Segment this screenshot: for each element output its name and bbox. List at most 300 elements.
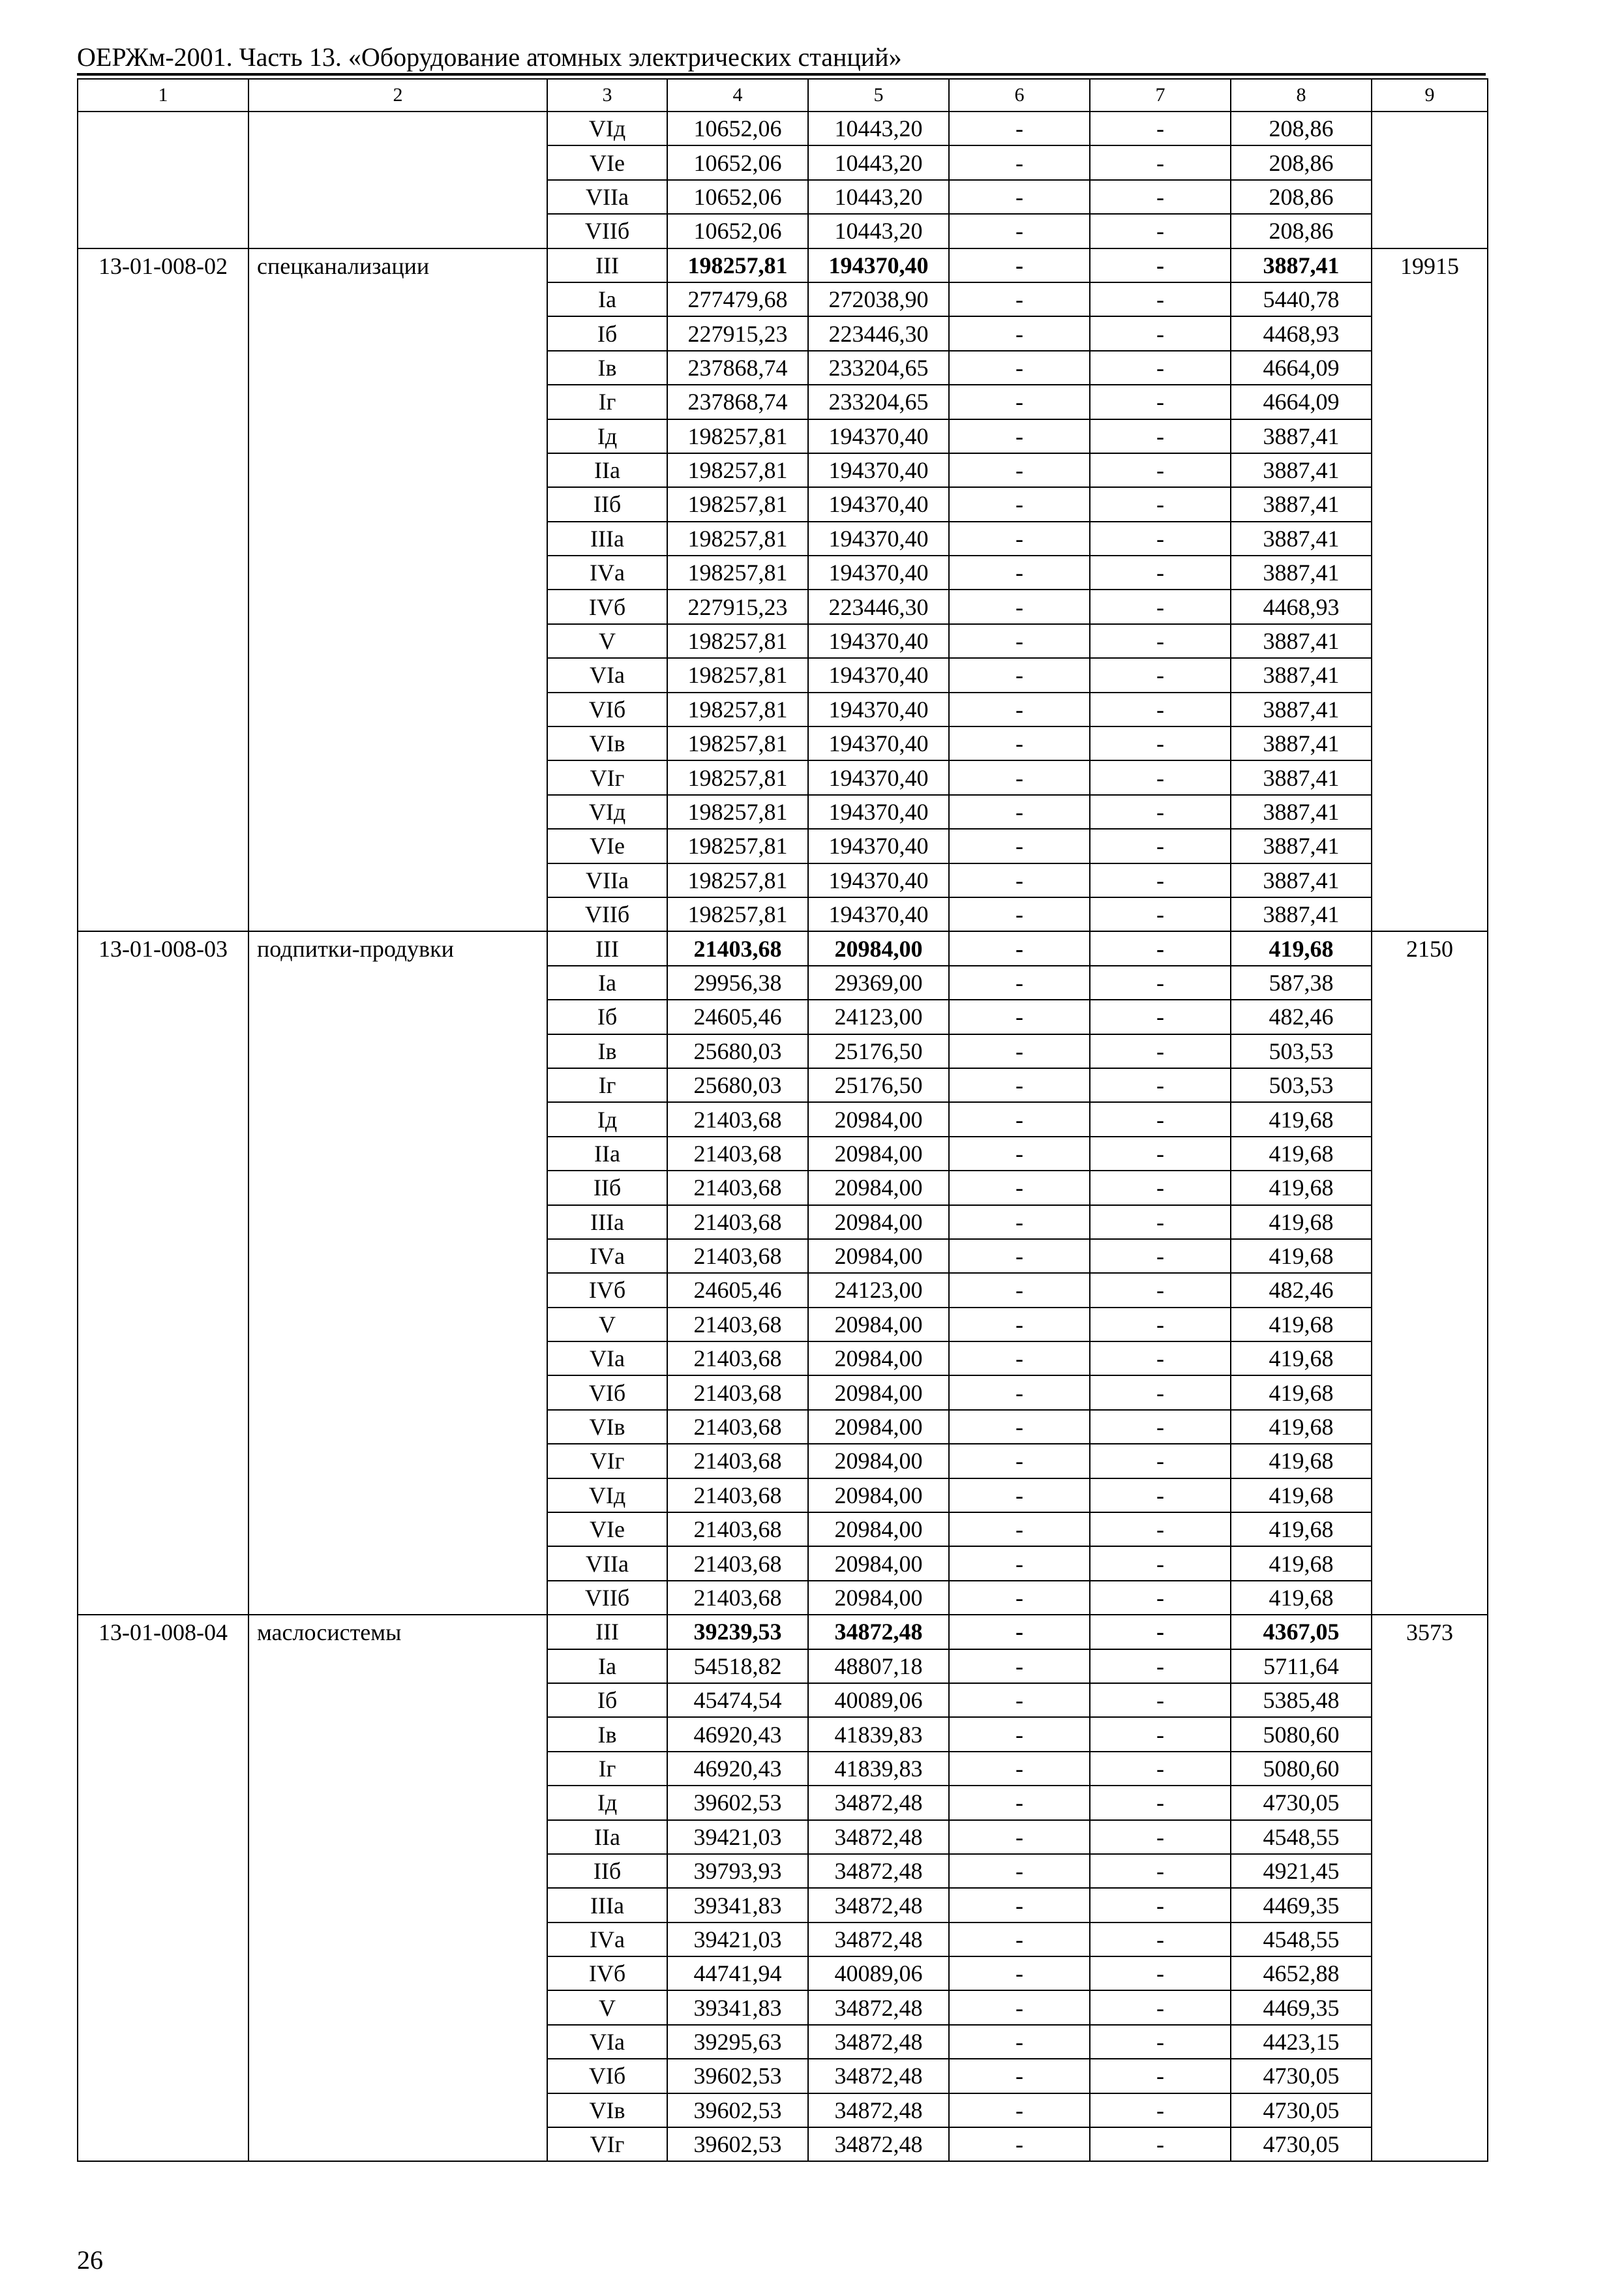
value-cell: 20984,00	[808, 1410, 949, 1444]
value-cell: -	[949, 1034, 1090, 1068]
value-cell: -	[1090, 1786, 1231, 1819]
value-cell: 34872,48	[808, 2025, 949, 2059]
value-cell: -	[1090, 351, 1231, 385]
value-cell: 39421,03	[667, 1820, 808, 1854]
value-cell: 194370,40	[808, 248, 949, 282]
value-cell: -	[1090, 1820, 1231, 1854]
value-cell: -	[949, 1137, 1090, 1171]
value-cell: 194370,40	[808, 829, 949, 863]
value-cell: 198257,81	[667, 795, 808, 829]
value-cell: -	[1090, 1034, 1231, 1068]
zone-cell: IVб	[547, 1956, 667, 1990]
value-cell: 4423,15	[1231, 2025, 1372, 2059]
value-cell: -	[1090, 1171, 1231, 1204]
value-cell: 419,68	[1231, 1546, 1372, 1580]
value-cell: -	[949, 214, 1090, 248]
column-9-cell: 19915	[1372, 248, 1488, 932]
value-cell: -	[1090, 726, 1231, 760]
zone-cell: Iд	[547, 419, 667, 453]
zone-cell: IIб	[547, 1854, 667, 1888]
value-cell: -	[949, 1273, 1090, 1307]
value-cell: 39421,03	[667, 1922, 808, 1956]
value-cell: -	[949, 282, 1090, 316]
value-cell: 34872,48	[808, 1615, 949, 1649]
zone-cell: Iг	[547, 1068, 667, 1102]
column-9-cell: 3573	[1372, 1615, 1488, 2161]
value-cell: 194370,40	[808, 453, 949, 487]
column-number: 7	[1090, 79, 1231, 112]
value-cell: -	[1090, 760, 1231, 794]
value-cell: 4921,45	[1231, 1854, 1372, 1888]
value-cell: 39239,53	[667, 1615, 808, 1649]
value-cell: 198257,81	[667, 556, 808, 590]
value-cell: 227915,23	[667, 316, 808, 350]
value-cell: -	[949, 1308, 1090, 1341]
value-cell: -	[949, 1512, 1090, 1546]
value-cell: 21403,68	[667, 1478, 808, 1512]
value-cell: 3887,41	[1231, 419, 1372, 453]
zone-cell: IIб	[547, 487, 667, 521]
value-cell: -	[1090, 1137, 1231, 1171]
value-cell: -	[1090, 966, 1231, 1000]
value-cell: 198257,81	[667, 829, 808, 863]
value-cell: 227915,23	[667, 590, 808, 623]
value-cell: -	[949, 658, 1090, 692]
value-cell: 4548,55	[1231, 1922, 1372, 1956]
value-cell: 20984,00	[808, 1512, 949, 1546]
value-cell: 21403,68	[667, 1102, 808, 1136]
value-cell: 208,86	[1231, 112, 1372, 145]
value-cell: 20984,00	[808, 1375, 949, 1409]
zone-cell: IIIа	[547, 1888, 667, 1922]
value-cell: 194370,40	[808, 624, 949, 658]
value-cell: -	[1090, 2059, 1231, 2093]
value-cell: -	[949, 248, 1090, 282]
value-cell: 419,68	[1231, 1171, 1372, 1204]
zone-cell: Iа	[547, 966, 667, 1000]
column-number: 4	[667, 79, 808, 112]
name-cell	[248, 112, 547, 248]
zone-cell: VIIа	[547, 863, 667, 897]
value-cell: 419,68	[1231, 1102, 1372, 1136]
value-cell: 3887,41	[1231, 726, 1372, 760]
value-cell: -	[1090, 795, 1231, 829]
value-cell: -	[949, 1546, 1090, 1580]
value-cell: 223446,30	[808, 590, 949, 623]
value-cell: 10652,06	[667, 180, 808, 214]
value-cell: 20984,00	[808, 1171, 949, 1204]
zone-cell: Iб	[547, 1683, 667, 1717]
value-cell: 20984,00	[808, 1239, 949, 1273]
value-cell: -	[949, 966, 1090, 1000]
value-cell: 3887,41	[1231, 522, 1372, 556]
value-cell: 21403,68	[667, 1581, 808, 1615]
zone-cell: IIа	[547, 453, 667, 487]
value-cell: 3887,41	[1231, 795, 1372, 829]
value-cell: 482,46	[1231, 1273, 1372, 1307]
zone-cell: V	[547, 624, 667, 658]
zone-cell: V	[547, 1990, 667, 2024]
zone-cell: VIб	[547, 2059, 667, 2093]
zone-cell: VIа	[547, 1341, 667, 1375]
value-cell: -	[1090, 1410, 1231, 1444]
zone-cell: Iд	[547, 1786, 667, 1819]
value-cell: 20984,00	[808, 1444, 949, 1478]
value-cell: 24605,46	[667, 1273, 808, 1307]
value-cell: 39602,53	[667, 2127, 808, 2161]
price-table	[77, 78, 1488, 2162]
value-cell: 198257,81	[667, 760, 808, 794]
value-cell: -	[1090, 1956, 1231, 1990]
value-cell: 208,86	[1231, 180, 1372, 214]
value-cell: -	[949, 2025, 1090, 2059]
value-cell: -	[1090, 1273, 1231, 1307]
value-cell: 10652,06	[667, 214, 808, 248]
value-cell: 194370,40	[808, 556, 949, 590]
value-cell: -	[1090, 1922, 1231, 1956]
value-cell: -	[949, 829, 1090, 863]
value-cell: 20984,00	[808, 1308, 949, 1341]
value-cell: -	[1090, 1444, 1231, 1478]
value-cell: 21403,68	[667, 1205, 808, 1239]
value-cell: 5385,48	[1231, 1683, 1372, 1717]
value-cell: 4469,35	[1231, 1990, 1372, 2024]
value-cell: -	[949, 2127, 1090, 2161]
value-cell: 46920,43	[667, 1717, 808, 1751]
page-header: ОЕРЖм-2001. Часть 13. «Оборудование атомных электрических станций»	[77, 42, 902, 72]
value-cell: -	[949, 351, 1090, 385]
code-cell: 13-01-008-02	[78, 248, 248, 932]
value-cell: 40089,06	[808, 1956, 949, 1990]
zone-cell: IVа	[547, 1922, 667, 1956]
value-cell: -	[949, 897, 1090, 931]
value-cell: -	[949, 2093, 1090, 2127]
value-cell: 194370,40	[808, 487, 949, 521]
value-cell: 39793,93	[667, 1854, 808, 1888]
value-cell: 39602,53	[667, 2093, 808, 2127]
value-cell: -	[1090, 1581, 1231, 1615]
value-cell: -	[949, 1581, 1090, 1615]
value-cell: 21403,68	[667, 1308, 808, 1341]
name-cell: маслосистемы	[248, 1615, 547, 2161]
value-cell: -	[949, 863, 1090, 897]
value-cell: -	[1090, 248, 1231, 282]
value-cell: 587,38	[1231, 966, 1372, 1000]
value-cell: 3887,41	[1231, 693, 1372, 726]
value-cell: -	[949, 419, 1090, 453]
zone-cell: Iа	[547, 1649, 667, 1683]
value-cell: -	[1090, 180, 1231, 214]
value-cell: 40089,06	[808, 1683, 949, 1717]
value-cell: 20984,00	[808, 931, 949, 965]
value-cell: -	[949, 1922, 1090, 1956]
value-cell: -	[1090, 693, 1231, 726]
value-cell: 198257,81	[667, 897, 808, 931]
value-cell: -	[1090, 2025, 1231, 2059]
zone-cell: VIIб	[547, 897, 667, 931]
value-cell: 46920,43	[667, 1752, 808, 1786]
column-number: 9	[1372, 79, 1488, 112]
value-cell: 3887,41	[1231, 829, 1372, 863]
value-cell: -	[949, 693, 1090, 726]
value-cell: 5711,64	[1231, 1649, 1372, 1683]
value-cell: -	[1090, 1308, 1231, 1341]
value-cell: 34872,48	[808, 1786, 949, 1819]
value-cell: 24123,00	[808, 1000, 949, 1034]
value-cell: 29956,38	[667, 966, 808, 1000]
value-cell: -	[949, 590, 1090, 623]
zone-cell: IVб	[547, 590, 667, 623]
value-cell: -	[1090, 1000, 1231, 1034]
zone-cell: VIIа	[547, 180, 667, 214]
zone-cell: VIг	[547, 1444, 667, 1478]
value-cell: 208,86	[1231, 214, 1372, 248]
zone-cell: VIв	[547, 1410, 667, 1444]
zone-cell: VIв	[547, 726, 667, 760]
value-cell: 419,68	[1231, 1512, 1372, 1546]
zone-cell: III	[547, 1615, 667, 1649]
value-cell: 198257,81	[667, 419, 808, 453]
value-cell: -	[949, 1683, 1090, 1717]
value-cell: 419,68	[1231, 1308, 1372, 1341]
value-cell: -	[949, 1102, 1090, 1136]
value-cell: 48807,18	[808, 1649, 949, 1683]
value-cell: -	[1090, 453, 1231, 487]
zone-cell: Iв	[547, 1717, 667, 1751]
table-row	[78, 1615, 1488, 1649]
zone-cell: VIе	[547, 829, 667, 863]
value-cell: 20984,00	[808, 1137, 949, 1171]
value-cell: 34872,48	[808, 2127, 949, 2161]
zone-cell: VIе	[547, 145, 667, 179]
value-cell: 237868,74	[667, 351, 808, 385]
value-cell: -	[1090, 112, 1231, 145]
value-cell: -	[1090, 1752, 1231, 1786]
column-number: 2	[248, 79, 547, 112]
value-cell: -	[1090, 419, 1231, 453]
value-cell: -	[949, 145, 1090, 179]
value-cell: 194370,40	[808, 863, 949, 897]
zone-cell: VIб	[547, 693, 667, 726]
value-cell: 45474,54	[667, 1683, 808, 1717]
value-cell: 34872,48	[808, 2059, 949, 2093]
value-cell: -	[1090, 1102, 1231, 1136]
header-rule	[77, 73, 1486, 76]
value-cell: 419,68	[1231, 931, 1372, 965]
value-cell: -	[949, 1205, 1090, 1239]
value-cell: 21403,68	[667, 1546, 808, 1580]
zone-cell: Iг	[547, 1752, 667, 1786]
value-cell: -	[949, 1990, 1090, 2024]
zone-cell: VIе	[547, 1512, 667, 1546]
zone-cell: Iб	[547, 1000, 667, 1034]
value-cell: 21403,68	[667, 1512, 808, 1546]
column-number: 8	[1231, 79, 1372, 112]
value-cell: -	[1090, 522, 1231, 556]
value-cell: 34872,48	[808, 1854, 949, 1888]
value-cell: 4468,93	[1231, 316, 1372, 350]
value-cell: -	[1090, 1375, 1231, 1409]
value-cell: 39602,53	[667, 2059, 808, 2093]
value-cell: 198257,81	[667, 693, 808, 726]
zone-cell: V	[547, 1308, 667, 1341]
value-cell: 272038,90	[808, 282, 949, 316]
column-9-cell: 2150	[1372, 931, 1488, 1615]
zone-cell: VIг	[547, 760, 667, 794]
value-cell: 419,68	[1231, 1478, 1372, 1512]
zone-cell: VIIб	[547, 1581, 667, 1615]
value-cell: -	[1090, 1478, 1231, 1512]
value-cell: 25176,50	[808, 1034, 949, 1068]
zone-cell: VIIа	[547, 1546, 667, 1580]
value-cell: 4469,35	[1231, 1888, 1372, 1922]
zone-cell: Iв	[547, 1034, 667, 1068]
value-cell: 419,68	[1231, 1410, 1372, 1444]
value-cell: -	[949, 1000, 1090, 1034]
value-cell: 39341,83	[667, 1888, 808, 1922]
column-number: 1	[78, 79, 248, 112]
value-cell: 25680,03	[667, 1034, 808, 1068]
value-cell: -	[1090, 590, 1231, 623]
value-cell: 3887,41	[1231, 863, 1372, 897]
value-cell: 198257,81	[667, 248, 808, 282]
value-cell: -	[949, 316, 1090, 350]
value-cell: -	[949, 1615, 1090, 1649]
zone-cell: Iа	[547, 282, 667, 316]
value-cell: -	[949, 795, 1090, 829]
value-cell: 21403,68	[667, 931, 808, 965]
zone-cell: IIб	[547, 1171, 667, 1204]
name-cell: спецканализации	[248, 248, 547, 932]
value-cell: -	[1090, 1239, 1231, 1273]
value-cell: 10443,20	[808, 180, 949, 214]
value-cell: -	[949, 624, 1090, 658]
value-cell: 194370,40	[808, 693, 949, 726]
zone-cell: VIг	[547, 2127, 667, 2161]
value-cell: 5080,60	[1231, 1752, 1372, 1786]
value-cell: 41839,83	[808, 1717, 949, 1751]
value-cell: -	[949, 385, 1090, 419]
value-cell: 3887,41	[1231, 556, 1372, 590]
zone-cell: VIIб	[547, 214, 667, 248]
column-number: 6	[949, 79, 1090, 112]
value-cell: 419,68	[1231, 1239, 1372, 1273]
value-cell: 194370,40	[808, 897, 949, 931]
column-9-cell	[1372, 112, 1488, 248]
value-cell: 3887,41	[1231, 658, 1372, 692]
zone-cell: VIа	[547, 658, 667, 692]
value-cell: 24123,00	[808, 1273, 949, 1307]
value-cell: -	[949, 1239, 1090, 1273]
value-cell: 198257,81	[667, 522, 808, 556]
zone-cell: IIа	[547, 1137, 667, 1171]
column-number: 5	[808, 79, 949, 112]
value-cell: -	[949, 180, 1090, 214]
zone-cell: VIд	[547, 112, 667, 145]
value-cell: 482,46	[1231, 1000, 1372, 1034]
value-cell: 3887,41	[1231, 760, 1372, 794]
value-cell: 3887,41	[1231, 624, 1372, 658]
value-cell: -	[949, 1717, 1090, 1751]
value-cell: 503,53	[1231, 1068, 1372, 1102]
value-cell: 198257,81	[667, 658, 808, 692]
value-cell: -	[1090, 931, 1231, 965]
value-cell: 419,68	[1231, 1205, 1372, 1239]
value-cell: 34872,48	[808, 2093, 949, 2127]
value-cell: 10443,20	[808, 214, 949, 248]
value-cell: -	[1090, 1854, 1231, 1888]
value-cell: -	[949, 1478, 1090, 1512]
value-cell: 194370,40	[808, 658, 949, 692]
value-cell: 3887,41	[1231, 453, 1372, 487]
value-cell: 20984,00	[808, 1478, 949, 1512]
value-cell: -	[1090, 487, 1231, 521]
value-cell: 4367,05	[1231, 1615, 1372, 1649]
value-cell: 208,86	[1231, 145, 1372, 179]
value-cell: -	[1090, 214, 1231, 248]
zone-cell: Iд	[547, 1102, 667, 1136]
value-cell: -	[1090, 316, 1231, 350]
value-cell: 4468,93	[1231, 590, 1372, 623]
value-cell: 237868,74	[667, 385, 808, 419]
value-cell: 194370,40	[808, 522, 949, 556]
value-cell: 54518,82	[667, 1649, 808, 1683]
value-cell: 21403,68	[667, 1444, 808, 1478]
value-cell: -	[949, 1786, 1090, 1819]
value-cell: 194370,40	[808, 726, 949, 760]
value-cell: 194370,40	[808, 795, 949, 829]
column-number-row	[78, 79, 1488, 112]
column-number: 3	[547, 79, 667, 112]
value-cell: 34872,48	[808, 1990, 949, 2024]
value-cell: 20984,00	[808, 1341, 949, 1375]
value-cell: 34872,48	[808, 1922, 949, 1956]
value-cell: -	[949, 931, 1090, 965]
value-cell: 194370,40	[808, 760, 949, 794]
value-cell: 29369,00	[808, 966, 949, 1000]
value-cell: -	[949, 487, 1090, 521]
value-cell: -	[949, 453, 1090, 487]
value-cell: 25176,50	[808, 1068, 949, 1102]
value-cell: 39602,53	[667, 1786, 808, 1819]
value-cell: 21403,68	[667, 1341, 808, 1375]
value-cell: 3887,41	[1231, 897, 1372, 931]
value-cell: 4548,55	[1231, 1820, 1372, 1854]
value-cell: 20984,00	[808, 1546, 949, 1580]
value-cell: -	[949, 1888, 1090, 1922]
value-cell: -	[1090, 897, 1231, 931]
value-cell: -	[1090, 2127, 1231, 2161]
value-cell: -	[949, 112, 1090, 145]
value-cell: -	[1090, 658, 1231, 692]
value-cell: 3887,41	[1231, 248, 1372, 282]
zone-cell: VIд	[547, 1478, 667, 1512]
value-cell: 20984,00	[808, 1102, 949, 1136]
value-cell: -	[1090, 863, 1231, 897]
value-cell: -	[949, 1444, 1090, 1478]
value-cell: 20984,00	[808, 1581, 949, 1615]
value-cell: -	[1090, 1888, 1231, 1922]
value-cell: -	[1090, 829, 1231, 863]
value-cell: 4730,05	[1231, 2059, 1372, 2093]
value-cell: -	[1090, 1615, 1231, 1649]
value-cell: -	[1090, 1546, 1231, 1580]
value-cell: 3887,41	[1231, 487, 1372, 521]
page-number: 26	[77, 2245, 103, 2275]
zone-cell: VIб	[547, 1375, 667, 1409]
value-cell: 198257,81	[667, 453, 808, 487]
zone-cell: IIIа	[547, 1205, 667, 1239]
